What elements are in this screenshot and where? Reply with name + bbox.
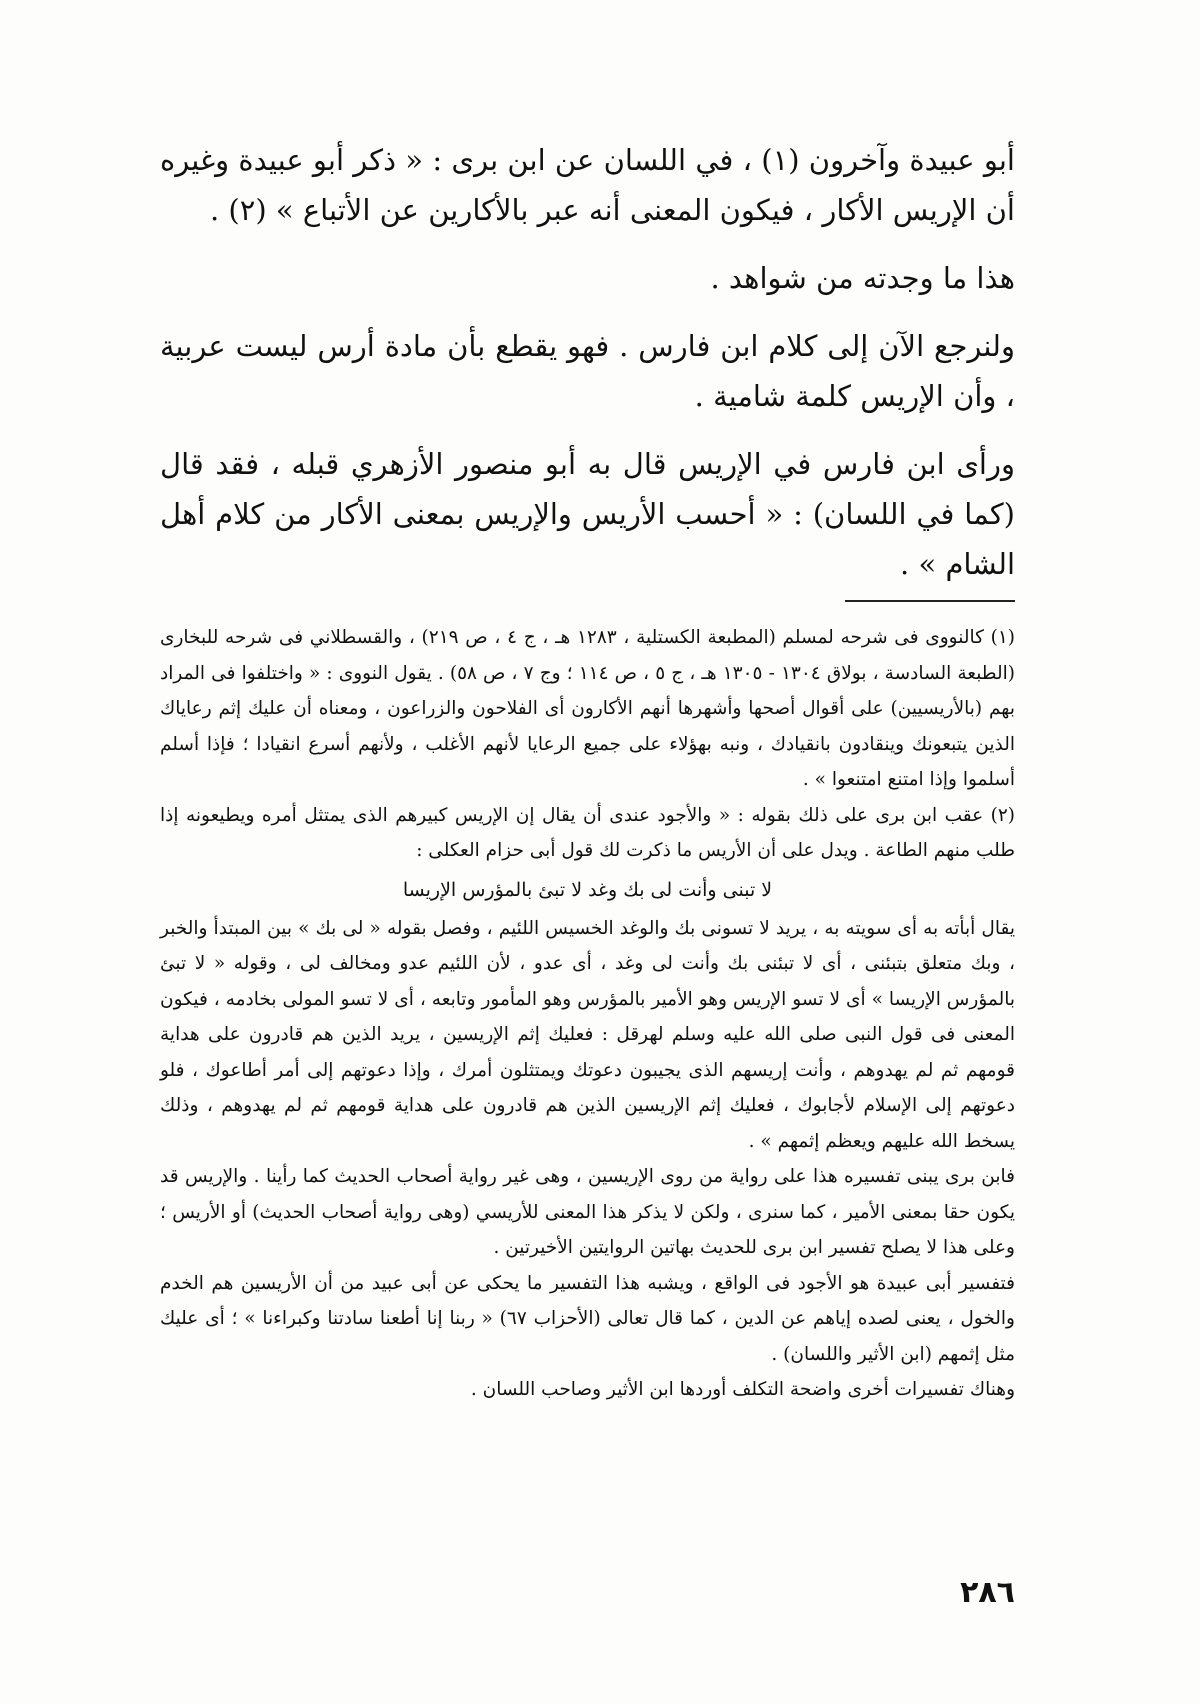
footnote-verse: لا تبنى وأنت لى بك وغد لا تبئ بالمؤرس الإريسا: [402, 878, 773, 901]
page-number: ٢٨٦: [960, 1575, 1015, 1610]
footnote-2-interpretation: فتفسير أبى عبيدة هو الأجود فى الواقع ، ويشبه هذا التفسير ما يحكى عن أبى عبيد من أن الأريسين هم الخدم والخول ، يعنى لصده إياهم عن الدين ، كما قال تعالى (الأحزاب ٦٧) « ربنا إنا أطعنا سادتنا وكبراءنا » ؛ أى عليك مثل إثمهم (ابن الأثير واللسان) .: [160, 1272, 1015, 1365]
paragraph-2: هذا ما وجدته من شواهد .: [710, 261, 1015, 295]
paragraph-3: ولنرجع الآن إلى كلام ابن فارس . فهو يقطع بأن مادة أرس ليست عربية ، وأن الإريس كلمة شامية .: [160, 329, 1015, 413]
main-text: [160, 135, 1015, 607]
footnote-2-discussion: فابن برى يبنى تفسيره هذا على رواية من روى الإريسين ، وهى غير رواية أصحاب الحديث كما رأينا . والإريس قد يكون حقا بمعنى الأمير ، كما سنرى ، ولكن لا يذكر هذا المعنى للأريسي (وهى رواية أصحاب الحديث) أو الأريس ؛ وعلى هذا لا يصلح تفسير ابن برى للحديث بهاتين الروايتين الأخيرتين .: [160, 1166, 1015, 1258]
footnote-2-closing: وهناك تفسيرات أخرى واضحة التكلف أوردها ابن الأثير وصاحب اللسان .: [470, 1379, 1015, 1400]
footnote-1: (١) كالنووى فى شرحه لمسلم (المطبعة الكستلية ، ١٢٨٣ هـ ، ج ٤ ، ص ٢١٩) ، والقسطلاني فى شرحه للبخارى (الطبعة السادسة ، بولاق ١٣٠٤ - ١٣٠٥ هـ ، ج ٥ ، ص ١١٤ ؛ وج ٧ ، ص ٥٨) . يقول النووى : « واختلفوا فى المراد بهم (بالأريسيين) على أقوال أصحها وأشهرها أنهم الأكارون أى الفلاحون والزراعون ، ومعناه أن عليك إثم رعاياك الذين يتبعونك وينقادون بانقيادك ، ونبه بهؤلاء على جميع الرعايا لأنهم الأغلب ، ولأنهم أسرع انقيادا ؛ فإذا أسلم أسلموا وإذا امتنع امتنعوا » .: [160, 627, 1015, 790]
paragraph-1: أبو عبيدة وآخرون (١) ، في اللسان عن ابن برى : « ذكر أبو عبيدة وغيره أن الإريس الأكار ، فيكون المعنى أنه عبر بالأكارين عن الأتباع » (٢) .: [160, 143, 1015, 227]
footnote-2: (٢) عقب ابن برى على ذلك بقوله : « والأجود عندى أن يقال إن الإريس كبيرهم الذى يمتثل أمره ويطيعونه إذا طلب منهم الطاعة . ويدل على أن الأريس ما ذكرت لك قول أبى حزام العكلى :: [160, 804, 1015, 861]
footnote-2-explanation: يقال أبأته به أى سويته به ، يريد لا تسونى بك والوغد الخسيس اللئيم ، وفصل بقوله « لى بك » بين المبتدأ والخبر ، وبك متعلق بتبئنى ، أى لا تبئنى بك وأنت لى وغد ، أى عدو ، لأن اللئيم عدو ومخالف لى ، وقوله « لا تبئ بالمؤرس الإريسا » أى لا تسو الإريس وهو الأمير بالمؤرس وهو المأمور وتابعه ، أى لا تسو المولى بخادمه ، فيكون المعنى فى قول النبى صلى الله عليه وسلم لهرقل : فعليك إثم الإريسين ، يريد الذين هم قادرون على هداية قومهم ثم لم يهدوهم ، وأنت إريسهم الذى يجيبون دعوتك ويمتثلون أمرك ، وإذا دعوتهم إلى أمر أطاعوك ، فلو دعوتهم إلى الإسلام لأجابوك ، فعليك إثم الإريسين الذين هم قادرون على هداية قومهم ثم لم يهدوهم ، وذلك يسخط الله عليهم ويعظم إثمهم » .: [160, 917, 1015, 1152]
footnotes: [160, 620, 1015, 1408]
paragraph-4: ورأى ابن فارس في الإريس قال به أبو منصور الأزهري قبله ، فقد قال (كما في اللسان) : « أحسب الأريس والإريس بمعنى الأكار من كلام أهل الشام » .: [160, 447, 1015, 581]
footnote-separator: [845, 600, 1015, 602]
